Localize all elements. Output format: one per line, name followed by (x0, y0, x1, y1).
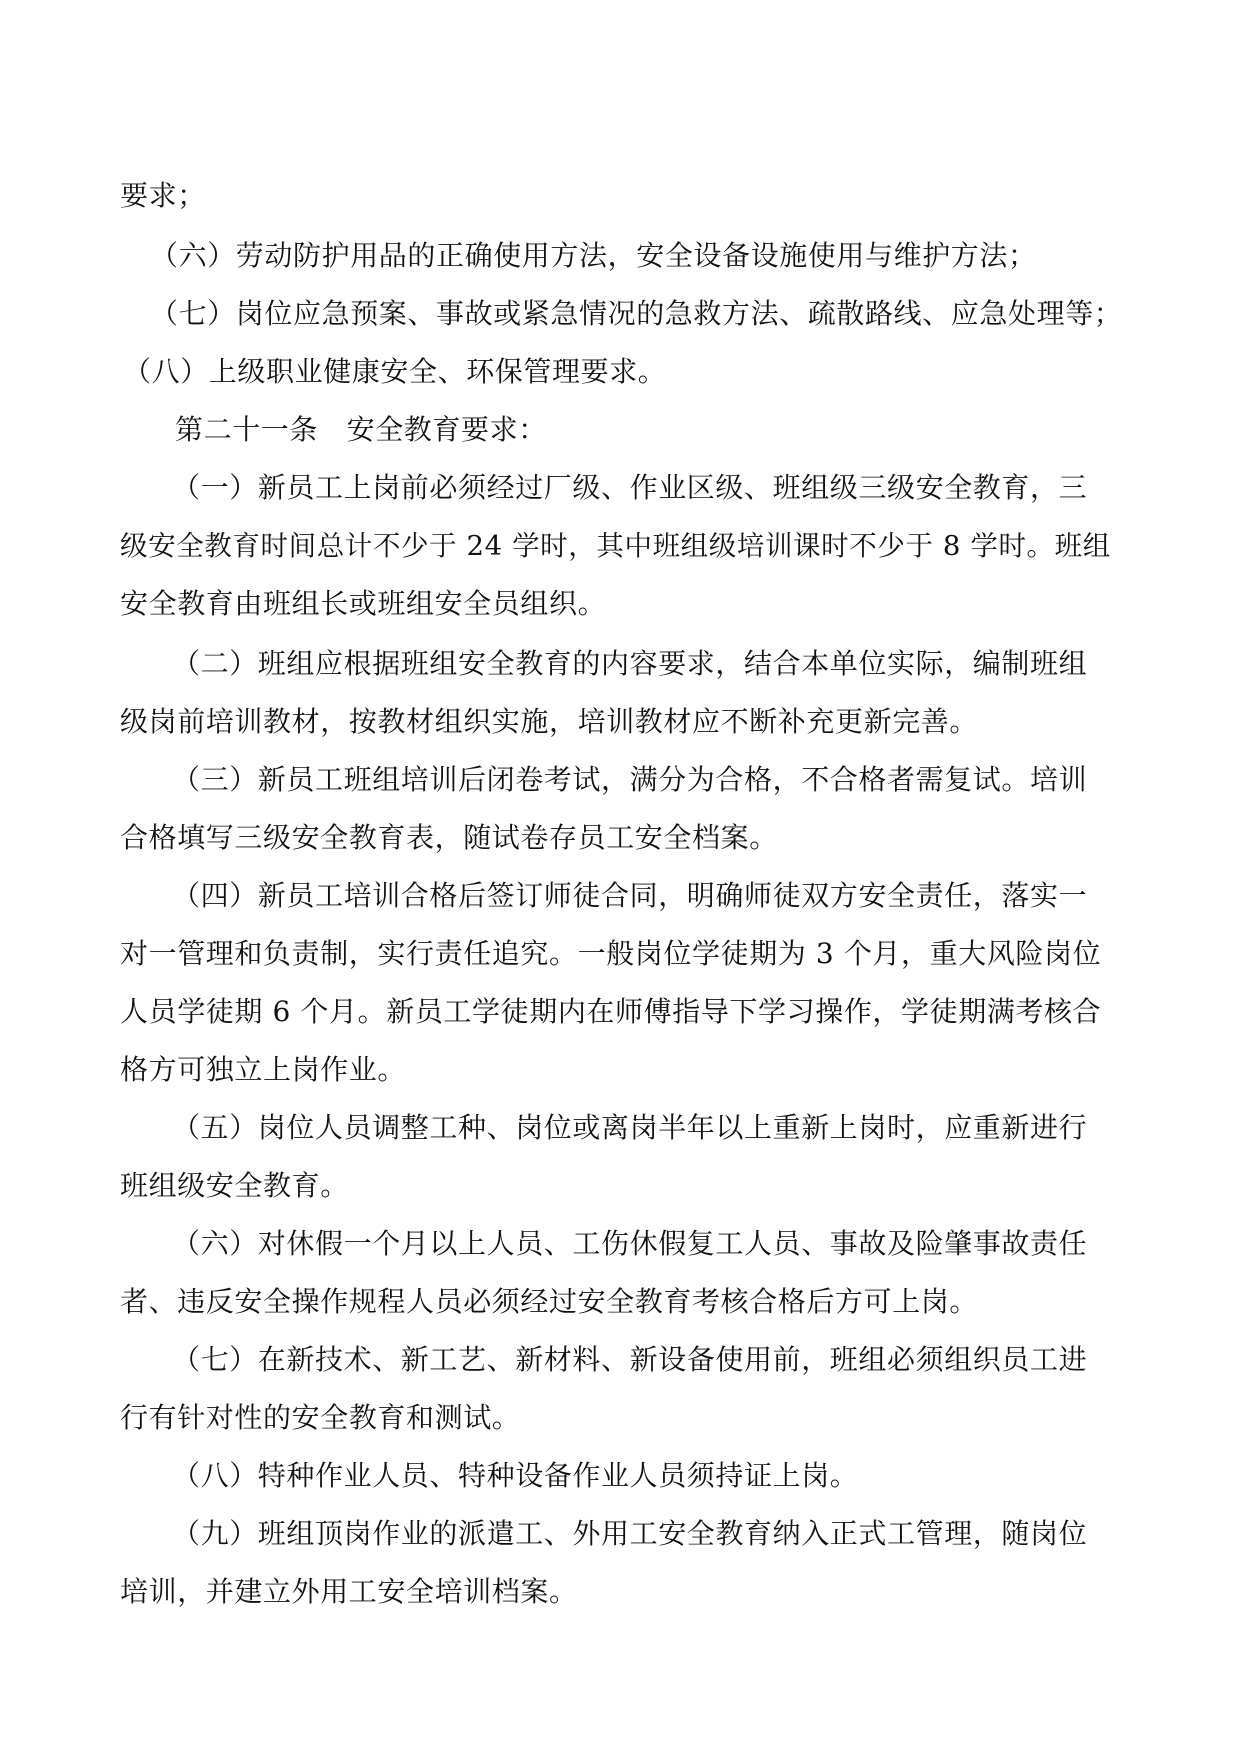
text-line: （六）劳动防护用品的正确使用方法，安全设备设施使用与维护方法； (150, 239, 1037, 272)
text-line: 班组级安全教育。 (120, 1169, 349, 1202)
article-heading: 第二十一条 安全教育要求： (175, 413, 547, 446)
text-line: 行有针对性的安全教育和测试。 (120, 1401, 521, 1434)
text-line: 格方可独立上岗作业。 (120, 1053, 407, 1086)
text-line: （一）新员工上岗前必须经过厂级、作业区级、班组级三级安全教育，三 (172, 471, 1088, 504)
text-line: （七）在新技术、新工艺、新材料、新设备使用前，班组必须组织员工进 (172, 1343, 1088, 1376)
text-line: 者、违反安全操作规程人员必须经过安全教育考核合格后方可上岗。 (120, 1285, 979, 1318)
text-line: （九）班组顶岗作业的派遣工、外用工安全教育纳入正式工管理，随岗位 (172, 1517, 1088, 1550)
text-line: （八）特种作业人员、特种设备作业人员须持证上岗。 (172, 1459, 859, 1492)
text-line: （四）新员工培训合格后签订师徒合同，明确师徒双方安全责任，落实一 (172, 879, 1088, 912)
text-line: 培训，并建立外用工安全培训档案。 (120, 1575, 578, 1608)
text-line: 安全教育由班组长或班组安全员组织。 (120, 587, 607, 620)
text-line: （二）班组应根据班组安全教育的内容要求，结合本单位实际，编制班组 (172, 647, 1088, 680)
text-line: 要求； (120, 179, 206, 212)
text-line: （六）对休假一个月以上人员、工伤休假复工人员、事故及险肇事故责任 (172, 1227, 1088, 1260)
text-line: （八）上级职业健康安全、环保管理要求。 (123, 355, 667, 388)
text-line: （五）岗位人员调整工种、岗位或离岗半年以上重新上岗时，应重新进行 (172, 1111, 1088, 1144)
text-line: （三）新员工班组培训后闭卷考试，满分为合格，不合格者需复试。培训 (172, 763, 1088, 796)
text-line: （七）岗位应急预案、事故或紧急情况的急救方法、疏散路线、应急处理等； (150, 297, 1123, 330)
text-line: 级岗前培训教材，按教材组织实施，培训教材应不断补充更新完善。 (120, 705, 979, 738)
text-line: 级安全教育时间总计不少于 24 学时，其中班组级培训课时不少于 8 学时。班组 (120, 530, 1111, 562)
text-line: 对一管理和负责制，实行责任追究。一般岗位学徒期为 3 个月，重大风险岗位 (120, 937, 1102, 970)
text-line: 合格填写三级安全教育表，随试卷存员工安全档案。 (120, 821, 778, 854)
text-line: 人员学徒期 6 个月。新员工学徒期内在师傅指导下学习操作，学徒期满考核合 (120, 995, 1102, 1028)
